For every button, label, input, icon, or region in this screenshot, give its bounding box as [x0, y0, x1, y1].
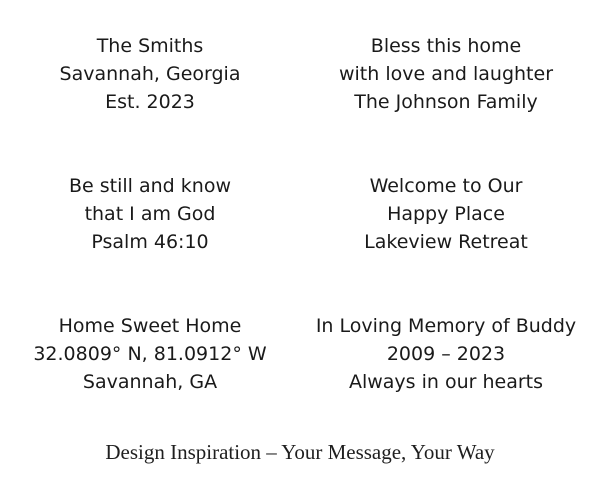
design-inspiration-caption: Design Inspiration – Your Message, Your Way — [105, 440, 495, 464]
example-line: Welcome to Our — [369, 175, 523, 197]
example-line: with love and laughter — [338, 63, 554, 85]
example-family-name — [0, 32, 300, 172]
example-line: The Johnson Family — [354, 91, 538, 113]
example-line: Savannah, Georgia — [59, 63, 241, 85]
example-line: Always in our hearts — [348, 371, 544, 393]
examples-row-3 — [0, 312, 600, 452]
example-line: that I am God — [84, 203, 216, 225]
example-coordinates — [0, 312, 300, 452]
example-line: 2009 – 2023 — [386, 343, 506, 365]
example-line: Psalm 46:10 — [91, 231, 209, 253]
example-line: Bless this home — [370, 35, 522, 57]
example-line: Est. 2023 — [105, 91, 195, 113]
message-examples-grid — [0, 32, 600, 452]
example-line: Savannah, GA — [82, 371, 218, 393]
example-line: In Loving Memory of Buddy — [315, 315, 577, 337]
example-line: Lakeview Retreat — [364, 231, 528, 253]
example-welcome — [292, 172, 600, 312]
example-line: The Smiths — [96, 35, 204, 57]
examples-row-2 — [0, 172, 600, 312]
example-scripture — [0, 172, 300, 312]
example-line: Be still and know — [69, 175, 231, 197]
example-line: Home Sweet Home — [58, 315, 242, 337]
example-line: 32.0809° N, 81.0912° W — [33, 343, 267, 365]
example-bless-home — [292, 32, 600, 172]
example-line: Happy Place — [387, 203, 505, 225]
example-memorial — [292, 312, 600, 452]
examples-row-1 — [0, 32, 600, 172]
